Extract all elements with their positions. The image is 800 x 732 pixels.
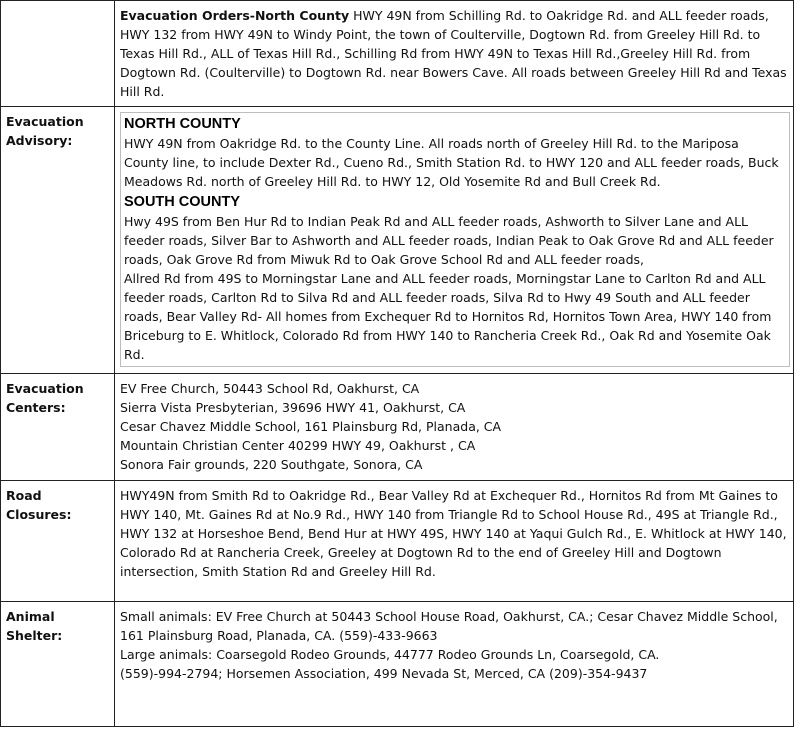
evacuation-orders-cell xyxy=(115,1,794,107)
center-item: Mountain Christian Center 40299 HWY 49, Oakhurst , CA xyxy=(120,438,476,453)
orders-label xyxy=(1,1,115,107)
center-item: Cesar Chavez Middle School, 161 Plainsburg Rd, Planada, CA xyxy=(120,419,502,434)
small-animals-text: Small animals: EV Free Church at 50443 School House Road, Oakhurst, CA.; Cesar Chavez Middle School, 161 Plainsburg Road, Planada, CA. (559)-433-9663 xyxy=(120,609,778,643)
center-item: EV Free Church, 50443 School Rd, Oakhurst, CA xyxy=(120,381,420,396)
table-row xyxy=(1,374,794,481)
large-animals-text: Large animals: Coarsegold Rodeo Grounds, 44777 Rodeo Grounds Ln, Coarsegold, CA. xyxy=(120,647,660,662)
table-row xyxy=(1,602,794,727)
animal-shelter-cell xyxy=(115,602,794,727)
south-county-text-2: Allred Rd from 49S to Morningstar Lane and ALL feeder roads, Morningstar Lane to Carlton Rd and ALL feeder roads, Carlton Rd to Silva Rd and ALL feeder roads, Silva Rd to Hwy 49 South and ALL feeder roads, Bear Valley Rd- All homes from Exchequer Rd to Hornitos Rd, Hornitos Town Area, HWY 140 from Briceburg to E. Whitlock, Colorado Rd from HWY 140 to Rancheria Creek Rd., Oak Rd and Yosemite Oak Rd. xyxy=(124,271,772,362)
evacuation-orders-text: HWY 49N from Schilling Rd. to Oakridge Rd. and ALL feeder roads, HWY 132 from HWY 49N to Windy Point, the town of Coulterville, Dogtown Rd. from Greeley Hill Rd. to Texas Hill Rd., ALL of Texas Hill Rd., Schilling Rd from HWY 49N to Texas Hill Rd.,Greeley Hill Rd. from Dogtown Rd. (Coulterville) to Dogtown Rd. near Bowers Cave. All roads between Greeley Hill Rd and Texas Hill Rd. xyxy=(120,8,787,99)
animal-shelter-label: Animal Shelter: xyxy=(1,602,115,727)
evacuation-centers-cell xyxy=(115,374,794,481)
road-closures-text: HWY49N from Smith Rd to Oakridge Rd., Bear Valley Rd at Exchequer Rd., Hornitos Rd from Mt Gaines to HWY 140, Mt. Gaines Rd at No.9 Rd., HWY 140 from Triangle Rd to School House Rd., 49S at Triangle Rd., HWY 132 at Horseshoe Bend, Bend Hur at HWY 49S, HWY 140 at Yaqui Gulch Rd., E. Whitlock at HWY 140, Colorado Rd at Rancheria Creek, Greeley at Dogtown Rd to the end of Greeley Hill and Dogtown intersection, Smith Station Rd and Greeley Hill Rd. xyxy=(120,488,787,579)
evacuation-orders-heading: Evacuation Orders-North County xyxy=(120,8,350,23)
center-item: Sonora Fair grounds, 220 Southgate, Sonora, CA xyxy=(120,457,423,472)
horsemen-association-text: (559)-994-2794; Horsemen Association, 499 Nevada St, Merced, CA (209)-354-9437 xyxy=(120,666,648,681)
road-closures-cell xyxy=(115,481,794,602)
south-county-heading: SOUTH COUNTY xyxy=(124,194,240,210)
advisory-text-box xyxy=(120,112,790,367)
evacuation-advisory-cell xyxy=(115,107,794,374)
north-county-text: HWY 49N from Oakridge Rd. to the County Line. All roads north of Greeley Hill Rd. to the Mariposa County line, to include Dexter Rd., Cueno Rd., Smith Station Rd. to HWY 120 and ALL feeder roads, Buck Meadows Rd. north of Greeley Hill Rd. to HWY 12, Old Yosemite Rd and Bull Creek Rd. xyxy=(124,136,779,189)
south-county-text-1: Hwy 49S from Ben Hur Rd to Indian Peak Rd and ALL feeder roads, Ashworth to Silver Lane and ALL feeder roads, Silver Bar to Ashworth and ALL feeder roads, Indian Peak to Oak Grove Rd and ALL feeder roads, Oak Grove Rd from Miwuk Rd to Oak Grove School Rd and ALL feeder roads, xyxy=(124,214,774,267)
table-row xyxy=(1,481,794,602)
table-row xyxy=(1,107,794,374)
evacuation-centers-label: Evacuation Centers: xyxy=(1,374,115,481)
road-closures-label: Road Closures: xyxy=(1,481,115,602)
table-row xyxy=(1,1,794,107)
north-county-heading: NORTH COUNTY xyxy=(124,116,241,132)
evacuation-advisory-label: Evacuation Advisory: xyxy=(1,107,115,374)
center-item: Sierra Vista Presbyterian, 39696 HWY 41, Oakhurst, CA xyxy=(120,400,466,415)
